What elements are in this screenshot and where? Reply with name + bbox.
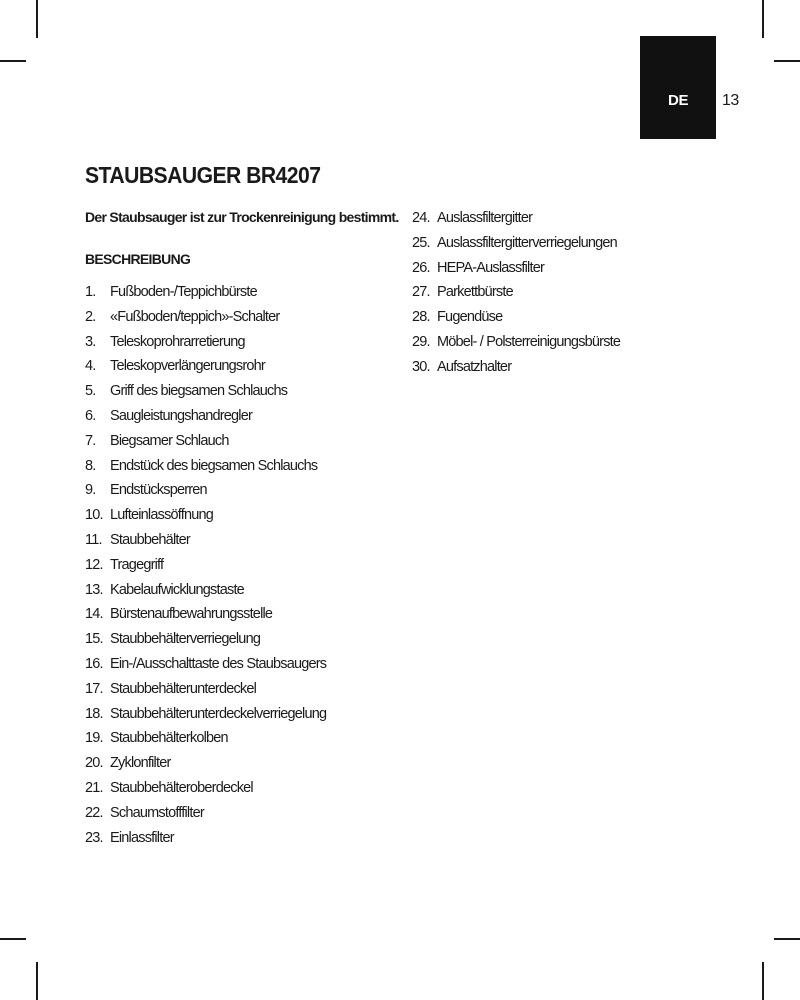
list-item-number: 7. <box>85 432 96 449</box>
list-item-number: 18. <box>85 705 103 722</box>
list-item-label: Kabelaufwicklungstaste <box>110 581 244 598</box>
list-item-number: 14. <box>85 606 103 623</box>
list-item <box>85 753 326 778</box>
document-title: STAUBSAUGER BR4207 <box>85 162 321 188</box>
list-item-label: Staubbehälteroberdeckel <box>110 779 253 796</box>
section-heading: BESCHREIBUNG <box>85 251 191 267</box>
parts-list-right <box>412 208 620 382</box>
list-item <box>85 828 326 853</box>
list-item-number: 6. <box>85 407 96 424</box>
crop-mark-top-right <box>762 0 764 38</box>
crop-mark-top-left-horizontal <box>0 60 26 62</box>
list-item <box>85 505 326 530</box>
list-item-number: 4. <box>85 358 96 375</box>
list-item <box>85 282 326 307</box>
language-label: DE <box>668 92 689 109</box>
crop-mark-bottom-left <box>36 962 38 1000</box>
crop-mark-top-right-horizontal <box>774 60 800 62</box>
list-item-label: «Fußboden/teppich»-Schalter <box>110 308 280 325</box>
list-item-label: Bürstenaufbewahrungsstelle <box>110 606 273 623</box>
list-item <box>85 803 326 828</box>
list-item <box>85 654 326 679</box>
list-item-number: 11. <box>85 531 102 548</box>
list-item-number: 8. <box>85 457 96 474</box>
list-item <box>85 332 326 357</box>
list-item-label: Teleskopverlängerungsrohr <box>110 358 265 375</box>
list-item-number: 1. <box>85 284 96 300</box>
list-item-number: 10. <box>85 507 103 524</box>
list-item <box>85 480 326 505</box>
list-item-label: Biegsamer Schlauch <box>110 432 229 449</box>
list-item <box>85 530 326 555</box>
list-item <box>412 357 620 382</box>
list-item-label: Endstücksperren <box>110 482 207 499</box>
list-item-number: 26. <box>412 259 430 276</box>
list-item <box>85 356 326 381</box>
list-item-label: HEPA-Auslassfilter <box>437 259 545 276</box>
list-item-number: 3. <box>85 333 96 350</box>
list-item-number: 16. <box>85 655 103 672</box>
list-item-label: Teleskoprohrarretierung <box>110 333 245 350</box>
list-item-number: 29. <box>412 333 430 350</box>
list-item-label: Fugendüse <box>437 309 503 326</box>
list-item-number: 24. <box>412 210 430 226</box>
crop-mark-top-left <box>36 0 38 38</box>
list-item-label: Tragegriff <box>110 556 164 573</box>
list-item-number: 15. <box>85 631 103 648</box>
list-item-number: 19. <box>85 730 103 747</box>
list-item-label: Ein-/Ausschalttaste des Staubsaugers <box>110 655 327 672</box>
list-item-label: Staubbehälterunterdeckel <box>110 680 257 697</box>
list-item-label: Staubbehälterverriegelung <box>110 631 261 648</box>
list-item-number: 30. <box>412 358 430 375</box>
list-item-number: 23. <box>85 829 103 846</box>
page-number: 13 <box>722 92 739 109</box>
list-item-label: Staubbehälterkolben <box>110 730 228 747</box>
list-item-number: 21. <box>85 779 103 796</box>
list-item <box>412 208 620 233</box>
list-item-number: 22. <box>85 804 103 821</box>
list-item <box>85 679 326 704</box>
list-item-number: 17. <box>85 680 103 697</box>
list-item-number: 12. <box>85 556 103 573</box>
list-item-number: 9. <box>85 482 96 499</box>
list-item-number: 27. <box>412 284 430 301</box>
list-item-number: 25. <box>412 234 430 251</box>
list-item-label: Zyklonfilter <box>110 755 171 772</box>
list-item <box>412 307 620 332</box>
list-item-label: Saugleistungshandregler <box>110 407 253 424</box>
intro-text: Der Staubsauger ist zur Trockenreinigung bestimmt. <box>85 209 399 225</box>
list-item-label: Fußboden-/Teppichbürste <box>110 284 257 300</box>
list-item <box>85 604 326 629</box>
list-item-label: Lufteinlassöffnung <box>110 507 214 524</box>
list-item <box>85 728 326 753</box>
list-item-number: 28. <box>412 309 430 326</box>
list-item <box>85 431 326 456</box>
list-item <box>85 406 326 431</box>
list-item-label: Schaumstofffilter <box>110 804 204 821</box>
list-item-label: Einlassfilter <box>110 829 174 846</box>
list-item <box>85 456 326 481</box>
list-item-label: Staubbehälterunterdeckelverriegelung <box>110 705 327 722</box>
list-item <box>85 580 326 605</box>
crop-mark-bottom-right <box>762 962 764 1000</box>
list-item-number: 13. <box>85 581 103 598</box>
list-item-number: 5. <box>85 383 96 400</box>
list-item-number: 20. <box>85 755 103 772</box>
list-item <box>412 258 620 283</box>
list-item-label: Griff des biegsamen Schlauchs <box>110 383 288 400</box>
list-item <box>85 381 326 406</box>
crop-mark-bottom-right-horizontal <box>774 938 800 940</box>
crop-mark-bottom-left-horizontal <box>0 938 26 940</box>
language-tab <box>640 36 716 139</box>
list-item <box>85 629 326 654</box>
list-item <box>85 307 326 332</box>
list-item <box>412 332 620 357</box>
list-item-number: 2. <box>85 308 96 325</box>
list-item <box>85 555 326 580</box>
list-item-label: Parkettbürste <box>437 284 513 301</box>
list-item <box>85 778 326 803</box>
list-item <box>85 704 326 729</box>
list-item-label: Auslassfiltergitter <box>437 210 533 226</box>
list-item-label: Endstück des biegsamen Schlauchs <box>110 457 318 474</box>
list-item-label: Staubbehälter <box>110 531 190 548</box>
list-item-label: Möbel- / Polsterreinigungsbürste <box>437 333 621 350</box>
parts-list-left <box>85 282 326 852</box>
list-item <box>412 233 620 258</box>
list-item-label: Auslassfiltergitterverriegelungen <box>437 234 617 251</box>
list-item-label: Aufsatzhalter <box>437 358 512 375</box>
list-item <box>412 282 620 307</box>
